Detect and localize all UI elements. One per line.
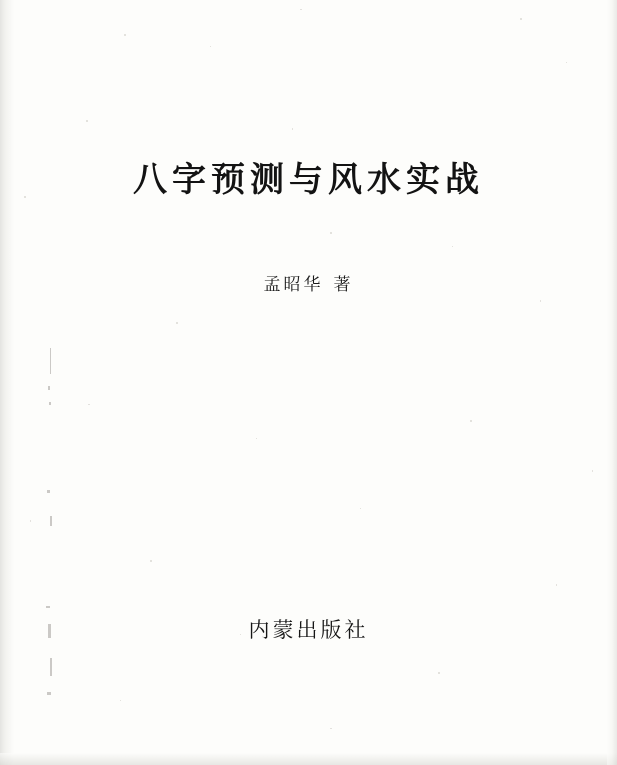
author-role: 著	[333, 275, 354, 295]
page-title: 八字预测与风水实战	[133, 160, 484, 200]
author-line	[0, 270, 617, 295]
author-name: 孟昭华	[263, 275, 324, 295]
publisher-name: 内蒙出版社	[248, 618, 369, 642]
